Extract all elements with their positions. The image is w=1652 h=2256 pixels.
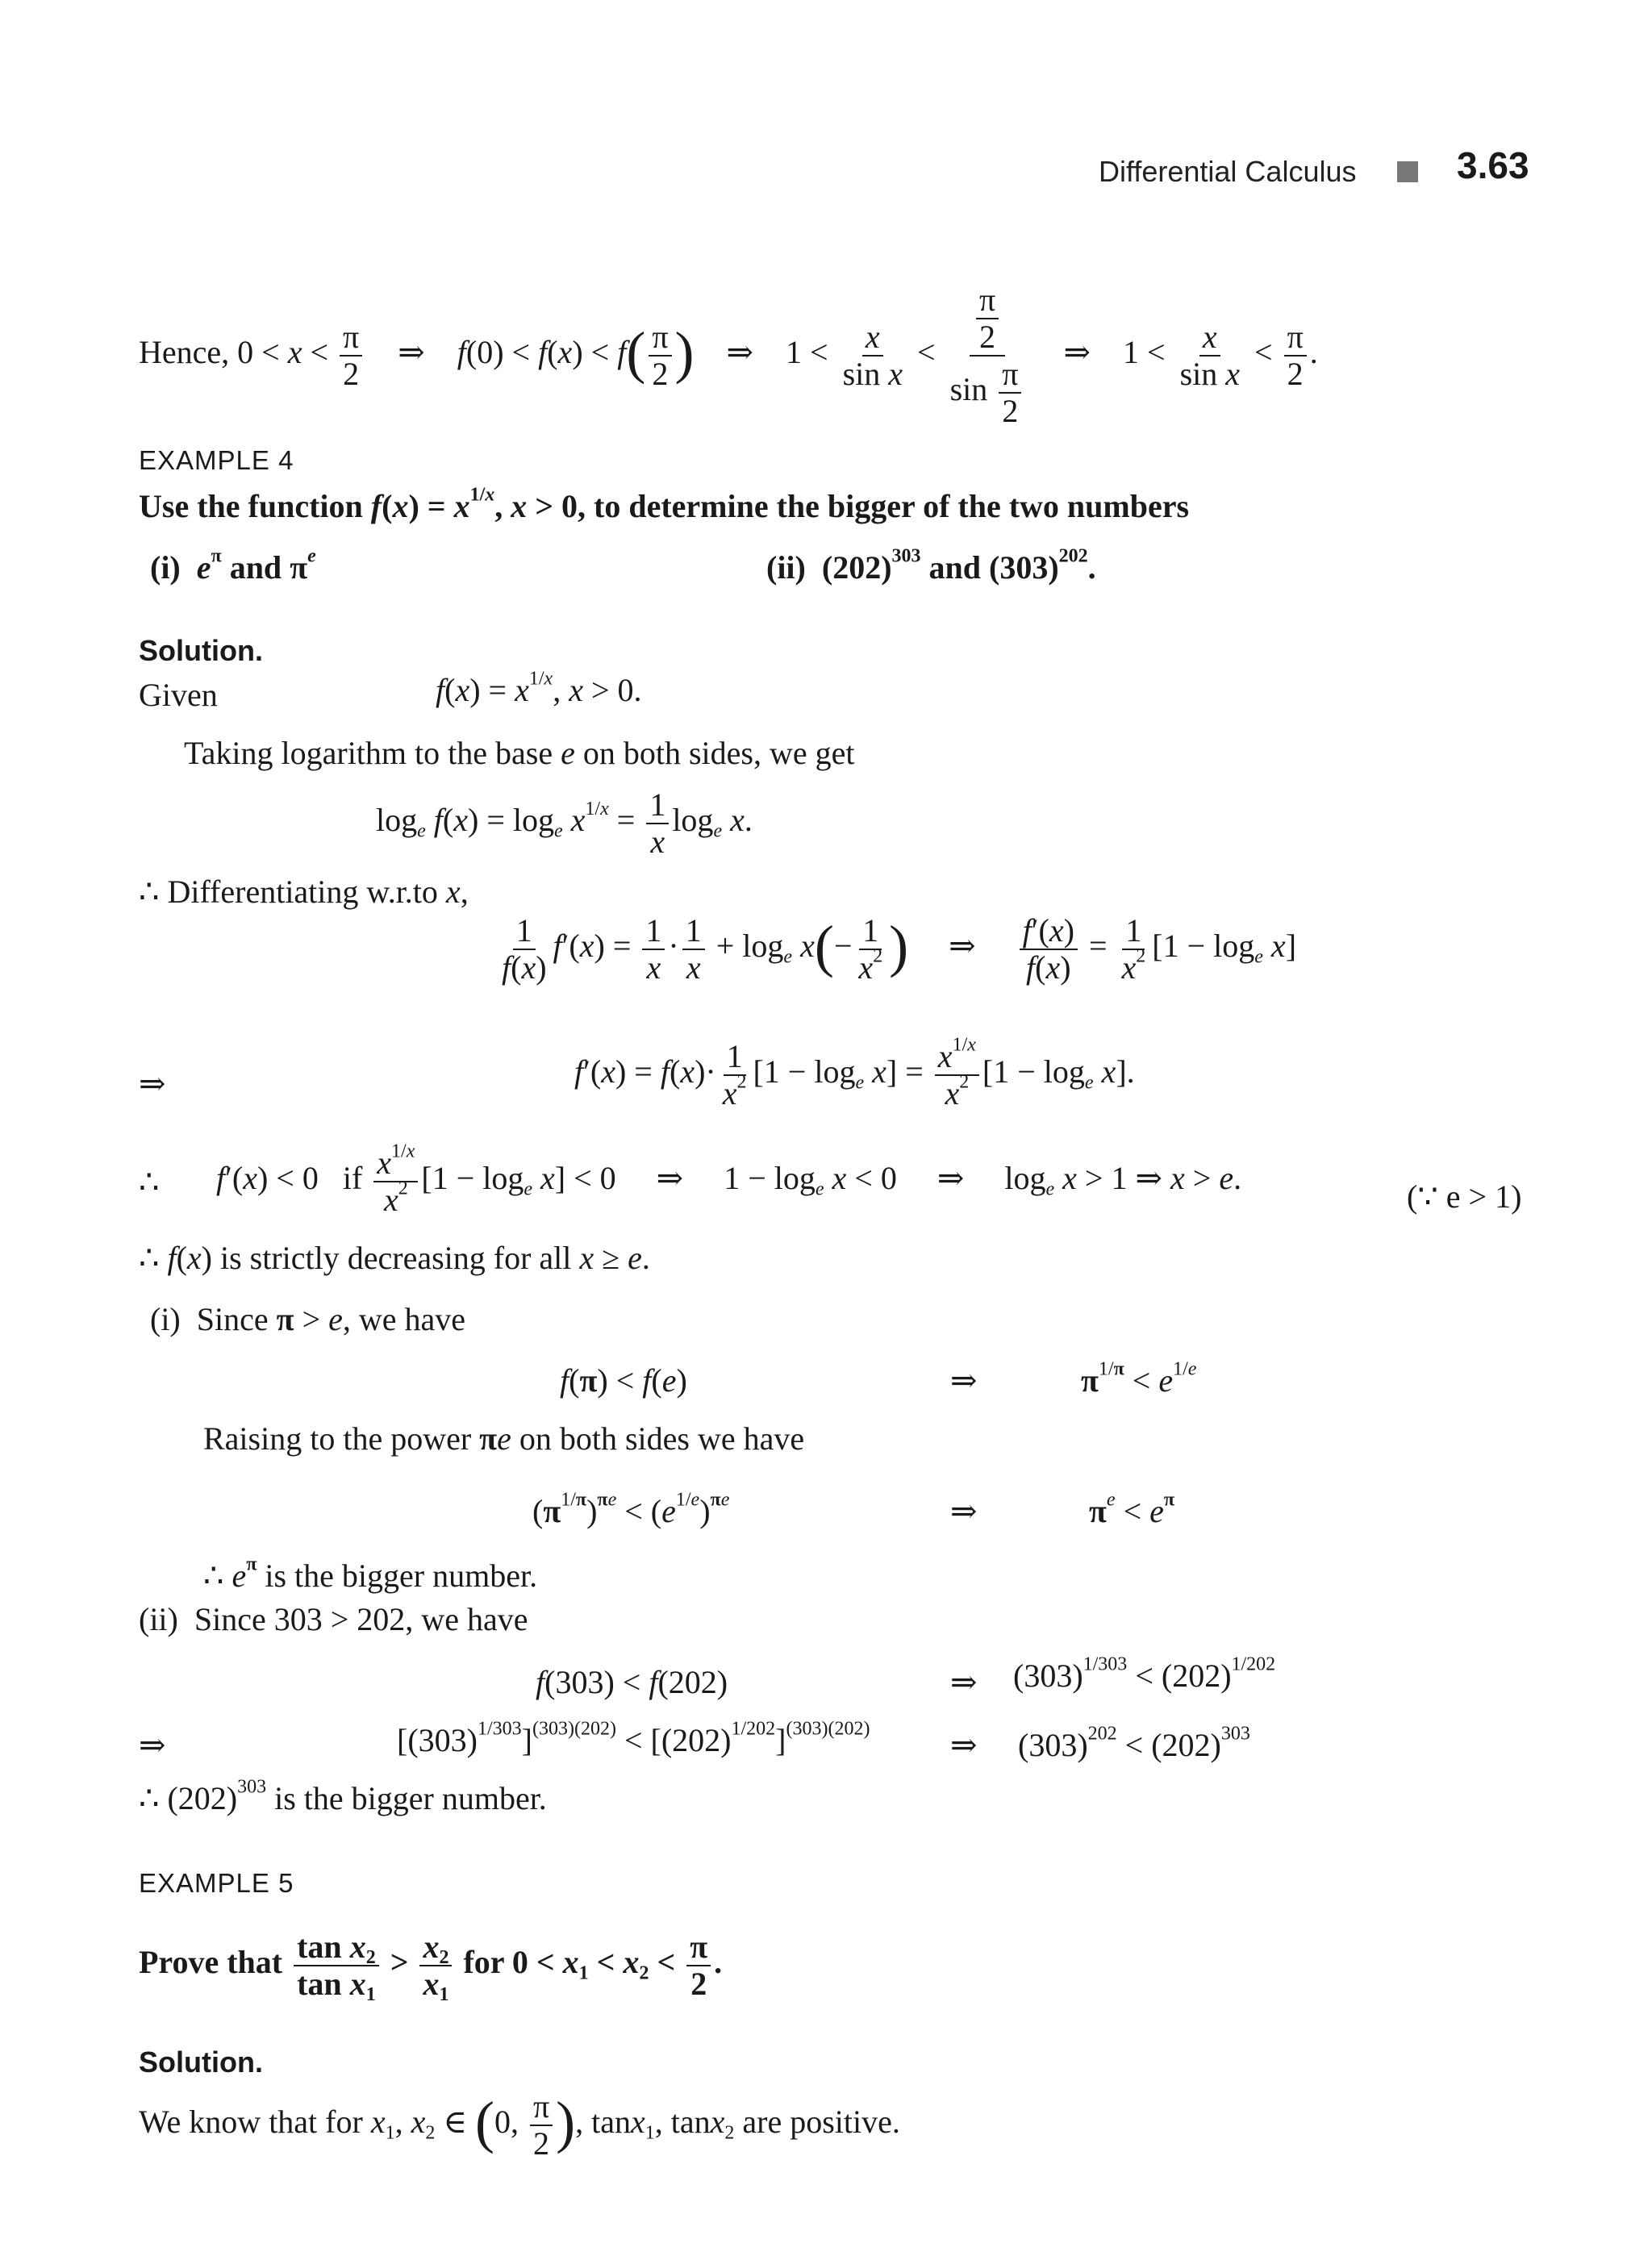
example-4-part-ii: (ii) $(202)^{303}$ and $(303)^{202}$. [766,545,1096,586]
part-ii-inequality: f(303) < f(202) [536,1664,728,1700]
bigger-number-i: ∴ $e^\pi$ is the bigger number. [203,1553,538,1594]
bigger-number-ii: ∴ $(202)^{303}$ is the bigger number. [139,1776,547,1816]
part-ii-raised: $[(303)^{1/303}]^{(303)(202)} < [(202)^{1/202}]^{(303)(202)}$ [397,1718,870,1758]
given-function: $f(x) = x^{1/x}$, x > 0. [436,668,642,708]
solution-5-label: Solution. [139,2045,263,2079]
page-number: 3.63 [1457,144,1529,186]
part-ii-final: $(303)^{202} < (202)^{303}$ [1018,1723,1250,1763]
example-5-statement: Prove that $\frac{\tan x_2}{\tan x_1}$ > $\frac{x_2}{x_1}$ for $0 < x_1 < x_2$ < $\frac{\pi}{2}$ . [139,1929,723,2006]
solution-5-text: We know that for $x_1$, $x_2$ ∈ (0, $\frac{\pi}{2}$ ), tanx$_1$, tanx$_2$ are positive. [139,2088,900,2162]
part-i-since: (i) Since π > e, we have [150,1301,466,1337]
f-prime-equation: f′(x) = f(x)· $\frac{1}{x^2}$ $[1 - \log_e x]$ = $\frac{x^{1/x}}{x^2}$ $[1 - \log_e x]$. [574,1034,1135,1111]
raised-inequality: $(\pi^{1/\pi})^{\pi e} < (e^{1/e})^{\pi e}$ [532,1489,730,1529]
taking-logarithm-text: Taking logarithm to the base e on both sides, we get [184,735,855,771]
hence-equation: Hence, 0 < x < $\frac{\pi}{2}$ ⇒ f(0) < f(x) < f( $\frac{\pi}{2}$ ) ⇒ 1 < $\frac{x}{\text{sin x}}$ < $\frac{\pi}{2}$ sin $\frac{\pi}{2}$ ⇒ 1 < $\frac{x}{\text{sin x}}$ < $\frac{\pi}{2}$ . [139,281,1318,429]
raising-power-text: Raising to the power πe on both sides we have [203,1420,805,1457]
part-i-result: $\pi^{1/\pi} < e^{1/e}$ [1081,1358,1197,1399]
hence-word: Hence, [139,334,230,371]
solution-4-label: Solution. [139,634,263,667]
example-4-part-i: (i) $e^\pi$ and $\pi^e$ [150,545,316,586]
derivative-equation: $\frac{1}{f(x)}$ f′(x) = $\frac{1}{x}$ · $\frac{1}{x}$ + $\log_e x(-$ $\frac{1}{x^2}$ ) ⇒ $\frac{f'(x)}{f(x)}$ = $\frac{1}{x^2}$ $[1 - \log_e x]$ [502,912,1297,986]
header-square-icon [1397,161,1418,182]
example-4-statement: Use the function $f(x) = x^{1/x}$, x > 0, to determine the bigger of the two numbers [139,484,1190,524]
strictly-decreasing-text: ∴ f(x) is strictly decreasing for all x ≥ e. [139,1240,650,1276]
log-equation: $\log_e f(x) = \log_e x^{1/x}$ = $\frac{1}{x}$ $\log_e x$. [376,786,753,860]
decreasing-condition: f′(x) < 0 if $\frac{x^{1/x}}{x^2}$ $[1 - \log_e x] < 0$ ⇒ $1 - \log_e x < 0$ ⇒ $\log_e x > 1$ ⇒ x > e. [216,1141,1242,1218]
raised-result: $\pi^e < e^\pi$ [1089,1489,1175,1529]
part-ii-result: $(303)^{1/303} < (202)^{1/202}$ [1013,1653,1276,1694]
given-word: Given [139,677,218,713]
differentiating-text: ∴ Differentiating w.r.to x, [139,874,469,910]
because-note: (∵ e > 1) [1407,1178,1522,1215]
running-header-title: Differential Calculus [1099,155,1357,188]
example-5-label: EXAMPLE 5 [139,1868,294,1898]
part-ii-since: (ii) Since 303 > 202, we have [139,1601,528,1637]
part-i-inequality: f(π) < f(e) [560,1362,687,1399]
example-4-label: EXAMPLE 4 [139,445,294,475]
